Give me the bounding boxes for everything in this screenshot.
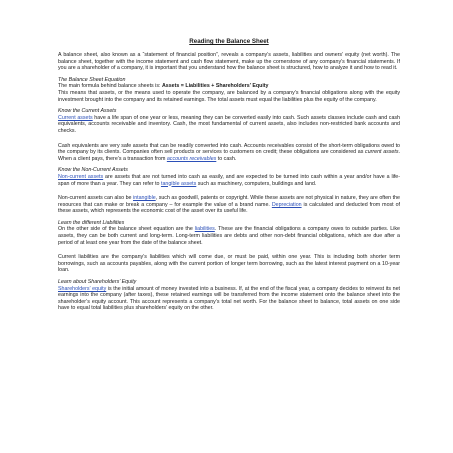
equity-paragraph: [58, 286, 400, 312]
document-body: [58, 38, 400, 317]
tangible-assets-link[interactable]: tangible assets: [160, 180, 197, 187]
noncurrent-assets-heading: Know the Non-Current Assets: [58, 167, 128, 174]
noncurrent-assets-paragraph-2: [58, 195, 400, 215]
equation-body: This means that assets, or the means used to operate the company, are balanced by a company’s financial obligations along with the equity investment brought into the company and its retained earnings. The total assets must equal the liabilities plus the equity of the company.: [58, 89, 400, 103]
equation-paragraph: [58, 83, 400, 103]
intro-paragraph: A balance sheet, also known as a “statement of financial position”, reveals a company’s assets, liabilities and owners’ equity (net worth). The balance sheet, together with the income statement and cash flow statement, make up the cornerstone of any company’s financial statements. If you are a shareholder of a company, it is important that you understand how the balance sheet is structured, how to analyze it and how to read it.: [58, 52, 400, 72]
liabilities-link[interactable]: liabilities: [194, 226, 215, 233]
text-segment: , such as goodwill, patents or copyright. While these assets are not physical in nature, they are often the resources that can make or break a company – for example the value of a brand name.: [58, 195, 400, 208]
current-assets-link[interactable]: Current assets: [58, 114, 93, 121]
noncurrent-assets-link[interactable]: Non-current assets: [58, 173, 104, 180]
text-segment: such as machinery, computers, buildings and land.: [196, 180, 317, 187]
equation-heading: The Balance Sheet Equation: [58, 76, 126, 83]
page-title: Reading the Balance Sheet: [189, 38, 269, 45]
depreciation-link[interactable]: Depreciation: [271, 201, 302, 208]
text-segment: . When a client pays, there’s a transaction from: [58, 149, 400, 162]
equation-formula: Assets = Liabilities + Shareholders’ Equity: [161, 83, 269, 90]
liabilities-paragraph-1: [58, 226, 400, 246]
intangible-link[interactable]: intangible: [133, 195, 156, 202]
liabilities-paragraph-2: Current liabilities are the company’s liabilities which will come due, or must be paid, within one year. This is including both shorter term borrowings, such as accounts payables, along with the current portion of longer term borrowing, such as the latest interest payment on a 10-year loan.: [58, 254, 400, 274]
equity-heading: Learn about Shareholders’ Equity: [58, 279, 137, 286]
current-assets-heading: Know the Current Assets: [58, 108, 117, 115]
shareholders-equity-link[interactable]: Shareholders’ equity: [58, 285, 107, 292]
current-assets-emphasis: current assets: [365, 149, 399, 156]
text-segment: . These are the financial obligations a company owes to outside parties. Like assets, they can be both current and long-term. Long-term liabilities are debts and other non-debt financial obligations, which are due after a period of at least one year from the date of the balance sheet.: [58, 226, 400, 246]
current-assets-paragraph-2: [58, 143, 400, 163]
text-segment: Non-current assets can also be: [58, 195, 134, 202]
text-segment: is calculated and deducted from most of these assets, which represents the economic cost of the asset over its useful life.: [58, 201, 400, 215]
liabilities-heading: Learn the different Liabilities: [58, 219, 125, 226]
accounts-receivables-link[interactable]: accounts receivables: [166, 155, 217, 162]
text-segment: is the initial amount of money invested into a business. If, at the end of the fiscal year, a company decides to reinvest its net earnings into the company (after taxes), these retained earnings will be transferred from the income statement onto the balance sheet into the shareholder’s equity account. This account represents a company’s total net worth. For the balance sheet to balance, total assets on one side have to equal total liabilities plus shareholders’ equity on the other.: [58, 285, 401, 312]
text-segment: are assets that are not turned into cash as easily, and are expected to be turned into cash within a year and/or have a life-span of more than a year. They can refer to: [58, 173, 400, 187]
current-assets-text: have a life span of one year or less, meaning they can be converted easily into cash. Such assets classes include cash and cash equivalents, accounts receivable and inventory. Cash, the most fundamental of current assets, also includes non-restricted bank accounts and checks.: [58, 114, 401, 134]
noncurrent-assets-paragraph-1: [58, 174, 400, 187]
text-segment: On the other side of the balance sheet equation are the: [58, 226, 195, 233]
text-segment: to cash.: [216, 155, 237, 162]
equation-lead: The main formula behind balance sheets is:: [58, 83, 162, 90]
text-segment: Cash equivalents are very safe assets that can be readily converted into cash. Accounts receivables consist of the short-term obligations owed to the company by its clients. Companies often sell products or services to customers on credit; these obligations are considered as: [58, 142, 400, 156]
current-assets-paragraph-1: [58, 115, 400, 135]
